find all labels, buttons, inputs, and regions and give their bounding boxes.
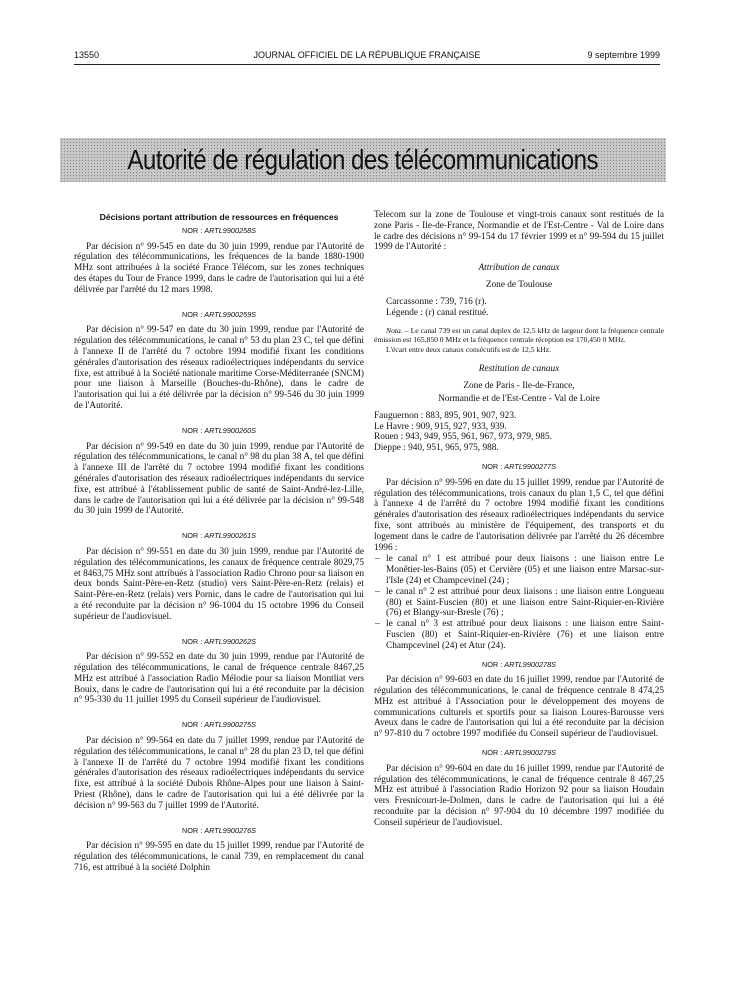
nor-reference: NOR : ARTL9900275S — [181, 720, 257, 730]
restitution-line: Dieppe : 940, 951, 965, 975, 988. — [374, 443, 499, 454]
restitution-line: Fauguernon : 883, 895, 901, 907, 923. — [374, 410, 517, 421]
nor-reference: NOR : ARTL9900258S — [181, 225, 257, 235]
decision-text: Par décision n° 99-595 en date du 15 juillet 1999, rendue par l'Autorité de régulation des télécommunications, le canal 739, en remplacement du canal 716, est attribué à la société Dolphin — [74, 841, 364, 874]
attribution-line: Légende : (r) canal restitué. — [386, 307, 489, 318]
restitution-line: Le Havre : 909, 915, 927, 933, 939. — [374, 421, 507, 432]
attribution-line: Carcassonne : 739, 716 (r). — [386, 296, 487, 307]
decision-text: Par décision n° 99-552 en date du 30 juin 1999, rendue par l'Autorité de régulation des télécommunications, le canal de fréquence centrale 8467,25 MHz est attribué à l'association Radio Mélodie pour sa liaison Montliat vers Bouix, dans le cadre de l'autorisation qui lui a été reconduite par la décision n° 95-330 du 11 juillet 1995 du Conseil supérieur de l'audiovisuel. — [74, 652, 364, 706]
decision-text: Par décision n° 99-603 en date du 16 juillet 1999, rendue par l'Autorité de régulation des télécommunications, le canal de fréquence centrale 8 474,25 MHz est attribué à l'Association pour le développement des moyens de communications culturels et sportifs pour sa liaison Loures-Barousse vers Aveux dans le cadre de l'autorisation qui lui a été reconduite par la décision n° 97-810 du 7 octobre 1997 modifiée du Conseil supérieur de l'audiovisuel. — [374, 675, 664, 740]
list-item: – le canal n° 3 est attribué pour deux liaisons : une liaison entre Saint-Fuscien (80) et Saint-Riquier-en-Rivière (76) et une liaison entre Champcevinel (24) et Atur (24). — [374, 619, 664, 651]
journal-title: JOURNAL OFFICIEL DE LA RÉPUBLIQUE FRANÇAISE — [253, 50, 481, 60]
restitution-line: Rouen : 943, 949, 955, 961, 967, 973, 979, 985. — [374, 432, 552, 443]
decision-text: Par décision n° 99-551 en date du 30 juin 1999, rendue par l'Autorité de régulation des télécommunications, les canaux de fréquence centrale 8029,75 et 8463,75 MHz sont attribués à l'association Radio Chrono pour sa liaison en deux bonds Saint-Père-en-Retz (studio) vers Saint-Père-en-Retz (relais) et Saint-Père-en-Retz (relais) vers Pornic, dans le cadre de l'autorisation qui lui a été reconduite par la décision n° 96-1004 du 15 octobre 1996 du Conseil supérieur de l'audiovisuel. — [74, 546, 364, 622]
attribution-heading: Attribution de canaux — [478, 263, 560, 274]
decision-text: Par décision n° 99-547 en date du 30 juin 1999, rendue par l'Autorité de régulation des télécommunications, le canal n° 53 du plan 23 C, tel que défini à l'annexe II de l'arrêté du 7 octobre 1994 modifié fixant les conditions générales d'autorisation des réseaux radioélectriques indépendants du service fixe, est attribué à la Société nationale maritime Corse-Méditerranée (SNCM) pour une liaison à Marseille (Bouches-du-Rhône), dans le cadre de l'autorisation qui lui a été délivrée par la décision n° 99-546 du 30 juin 1999 de l'Autorité. — [74, 325, 364, 411]
decision-text: Par décision n° 99-545 en date du 30 juin 1999, rendue par l'Autorité de régulation des télécommunications, les fréquences de la bande 1880-1900 MHz sont attribuées à la société France Télécom, sur les zones techniques des étapes du Tour de France 1999, dans le cadre de l'autorisation qui lui a été délivrée par l'arrêté du 12 mars 1998. — [74, 241, 364, 295]
nor-reference: NOR : ARTL9900279S — [481, 748, 557, 758]
nor-reference: NOR : ARTL9900259S — [181, 309, 257, 319]
header-rule — [74, 64, 660, 65]
restitution-heading: Restitution de canaux — [478, 364, 560, 375]
nota-note: Nota. – Le canal 739 est un canal duplex de 12,5 kHz de largeur dont la fréquence centrale émission est 165,850 0 MHz et la fréquence centrale réception est 170,450 0 MHz. — [374, 326, 664, 345]
channel-list — [374, 554, 664, 651]
decision-text: Par décision n° 99-549 en date du 30 juin 1999, rendue par l'Autorité de régulation des télécommunications, le canal n° 98 du plan 38 A, tel que défini à l'annexe III de l'arrêté du 7 octobre 1994 modifié fixant les conditions générales d'autorisation des réseaux radioélectriques indépendants du service fixe, est attribué à l'établissement public de santé de Saint-André-lez-Lille, dans le cadre de l'autorisation qui lui a été délivrée par la décision n° 99-548 du 30 juin 1999 de l'Autorité. — [74, 441, 364, 517]
list-item: – le canal n° 2 est attribué pour deux liaisons : une liaison entre Longueau (80) et Saint-Fuscien (80) et une liaison entre Saint-Riquier-en-Rivière (76) et Blangy-sur-Bresle (76) ; — [374, 587, 664, 619]
nota-note-2: L'écart entre deux canaux consécutifs est de 12,5 kHz. — [386, 345, 551, 355]
nor-reference: NOR : ARTL9900276S — [181, 825, 257, 835]
restitution-zone: Normandie et de l'Est-Centre - Val de Loire — [438, 393, 600, 404]
decision-text: Par décision n° 99-564 en date du 7 juillet 1999, rendue par l'Autorité de régulation des télécommunications, le canal n° 28 du plan 23 D, tel que défini à l'annexe II de l'arrêté du 7 octobre 1994 modifié fixant les conditions générales d'autorisation des réseaux radioélectriques indépendants du service fixe, est attribué à la société Dubois Rhône-Alpes pour une liaison à Saint-Priest (Rhône), dans le cadre de l'autorisation qui lui a été délivrée par la décision n° 99-563 du 7 juillet 1999 de l'Autorité. — [74, 736, 364, 811]
decision-text: Par décision n° 99-604 en date du 16 juillet 1999, rendue par l'Autorité de régulation des télécommunications, le canal de fréquence centrale 8 467,25 MHz est attribué à l'association Radio Horizon 92 pour sa liaison Houdain vers Fresnicourt-le-Dolmen, dans le cadre de l'autorisation qui lui a été reconduite par la décision n° 97-904 du 10 décembre 1997 modifiée du Conseil supérieur de l'audiovisuel. — [374, 763, 664, 828]
issue-date: 9 septembre 1999 — [587, 50, 660, 60]
nor-reference: NOR : ARTL9900262S — [181, 636, 257, 646]
page-number: 13550 — [74, 50, 100, 60]
right-column — [374, 210, 664, 829]
nor-reference: NOR : ARTL9900261S — [181, 531, 257, 541]
section-title: Décisions portant attribution de ressources en fréquences — [99, 212, 339, 222]
attribution-zone: Zone de Toulouse — [485, 279, 553, 290]
nor-reference: NOR : ARTL9900278S — [481, 659, 557, 669]
section-banner — [60, 138, 666, 182]
list-item: – le canal n° 1 est attribué pour deux liaisons : une liaison entre Le Monêtier-les-Bains (05) et Cervière (05) et une liaison entre Marsac-sur-l'Isle (24) et Champcevinel (24) ; — [374, 554, 664, 586]
banner-title: Autorité de régulation des télécommunications — [127, 144, 599, 175]
left-column — [74, 210, 364, 874]
page-header — [74, 50, 660, 64]
nor-reference: NOR : ARTL9900277S — [481, 461, 557, 471]
continuation-text: Telecom sur la zone de Toulouse et vingt-trois canaux sont restitués de la zone Paris - Ile-de-France, Normandie et de l'Est-Centre - Val de Loire dans le cadre des décisions n° 99-154 du 17 février 1999 et n° 99-594 du 15 juillet 1999 de l'Autorité : — [374, 210, 664, 253]
restitution-zone: Zone de Paris - Ile-de-France, — [463, 381, 575, 392]
decision-text: Par décision n° 99-596 en date du 15 juillet 1999, rendue par l'Autorité de régulation des télécommunications, trois canaux du plan 1,5 C, tel que défini à l'annexe 4 de l'arrêté du 7 octobre 1994 modifié fixant les conditions générales d'autorisation des réseaux radioélectriques indépendants du service fixe, sont attribués au ministère de l'équipement, des transports et du logement dans le cadre de l'autorisation délivrée par l'arrêté du 26 décembre 1996 : — [374, 477, 664, 553]
nor-reference: NOR : ARTL9900260S — [181, 425, 257, 435]
